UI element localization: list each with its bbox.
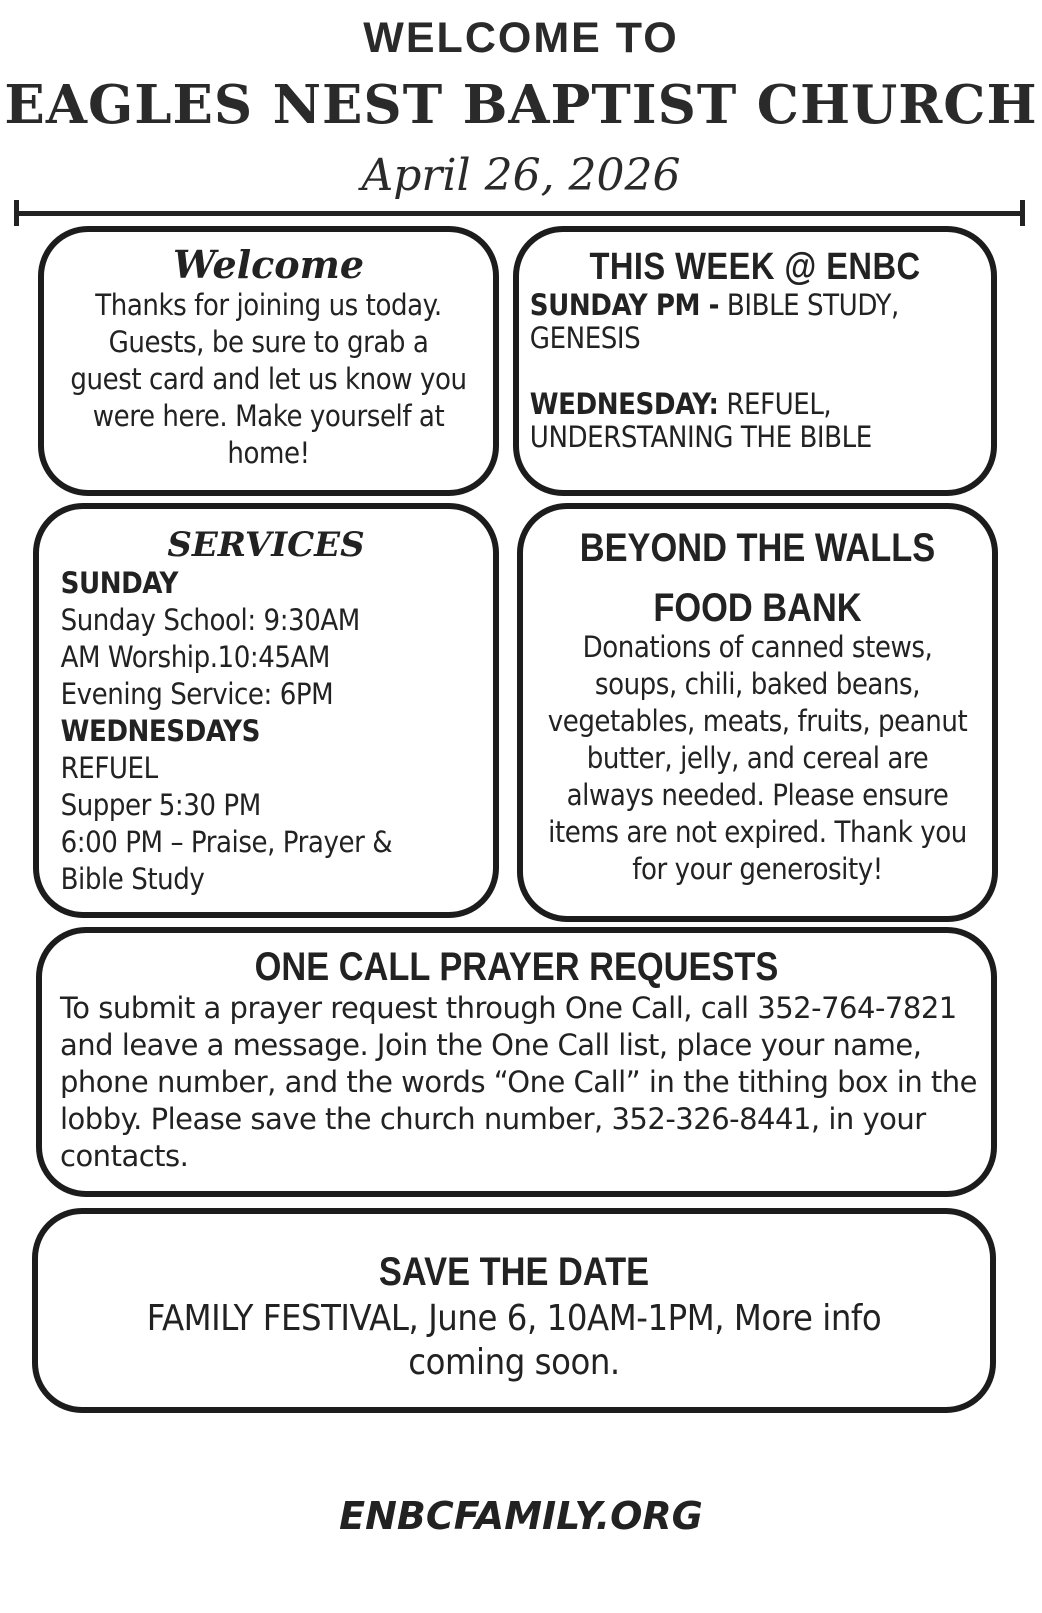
welcome-title: Welcome — [172, 242, 365, 287]
food-bank-text: Donations of canned stews, soups, chili, baked beans, vegetables, meats, fruits, peanut butter, jelly, and cereal are always needed. Please ensure items are not expired. Thank you for your generosity! — [547, 630, 968, 886]
this-week-list — [519, 289, 944, 454]
prayer-requests-box — [36, 927, 997, 1197]
prayer-requests-text: To submit a prayer request through One Call, call 352-764-7821 and leave a message. Join the One Call list, place your name, phone number, and the words “One Call” in the tithing box in the lobby. Please save the church number, 352-326-8441, in your contacts. — [60, 991, 978, 1173]
welcome-box — [38, 226, 499, 496]
services-heading-wednesdays: WEDNESDAYS — [60, 714, 260, 748]
services-line: AM Worship.10:45AM — [60, 640, 330, 674]
header-divider-cap-left — [14, 200, 19, 226]
services-title: SERVICES — [167, 525, 365, 565]
services-line: Bible Study — [60, 862, 205, 896]
prayer-requests-title: ONE CALL PRAYER REQUESTS — [254, 945, 779, 989]
this-week-title: THIS WEEK @ ENBC — [589, 246, 921, 288]
this-week-box — [513, 226, 997, 496]
services-schedule — [39, 565, 448, 898]
services-box — [33, 503, 499, 918]
this-week-item-label: WEDNESDAY: — [529, 387, 719, 421]
welcome-to-heading: WELCOME TO — [363, 14, 679, 62]
welcome-text: Thanks for joining us today. Guests, be sure to grab a guest card and let us know you were here. Make yourself at home! — [70, 288, 467, 470]
services-heading-sunday: SUNDAY — [60, 566, 179, 600]
header-divider — [18, 211, 1022, 216]
services-line: Supper 5:30 PM — [60, 788, 261, 822]
services-line: REFUEL — [60, 751, 158, 785]
website-link[interactable]: ENBCFAMILY.ORG — [339, 1494, 703, 1538]
this-week-item-label: SUNDAY PM - — [529, 288, 720, 322]
this-week-item-wednesday — [530, 388, 944, 454]
save-the-date-box — [32, 1208, 996, 1413]
services-line: Evening Service: 6PM — [60, 677, 334, 711]
this-week-item-text: BIBLE STUDY, GENESIS — [529, 288, 899, 355]
food-bank-title-line1: BEYOND THE WALLS — [579, 526, 936, 570]
food-bank-title-line2: FOOD BANK — [653, 586, 862, 630]
this-week-item-sunday — [530, 289, 944, 355]
services-line: 6:00 PM – Praise, Prayer & — [60, 825, 393, 859]
bulletin-date: April 26, 2026 — [361, 150, 681, 201]
church-name-title: EAGLES NEST BAPTIST CHURCH — [4, 74, 1038, 136]
save-the-date-title: SAVE THE DATE — [378, 1250, 650, 1294]
services-line: Sunday School: 9:30AM — [60, 603, 360, 637]
food-bank-box — [517, 503, 998, 922]
this-week-item-text: REFUEL, UNDERSTANING THE BIBLE — [529, 387, 872, 454]
header-divider-cap-right — [1020, 200, 1025, 226]
save-the-date-text: FAMILY FESTIVAL, June 6, 10AM-1PM, More info coming soon. — [146, 1298, 882, 1383]
